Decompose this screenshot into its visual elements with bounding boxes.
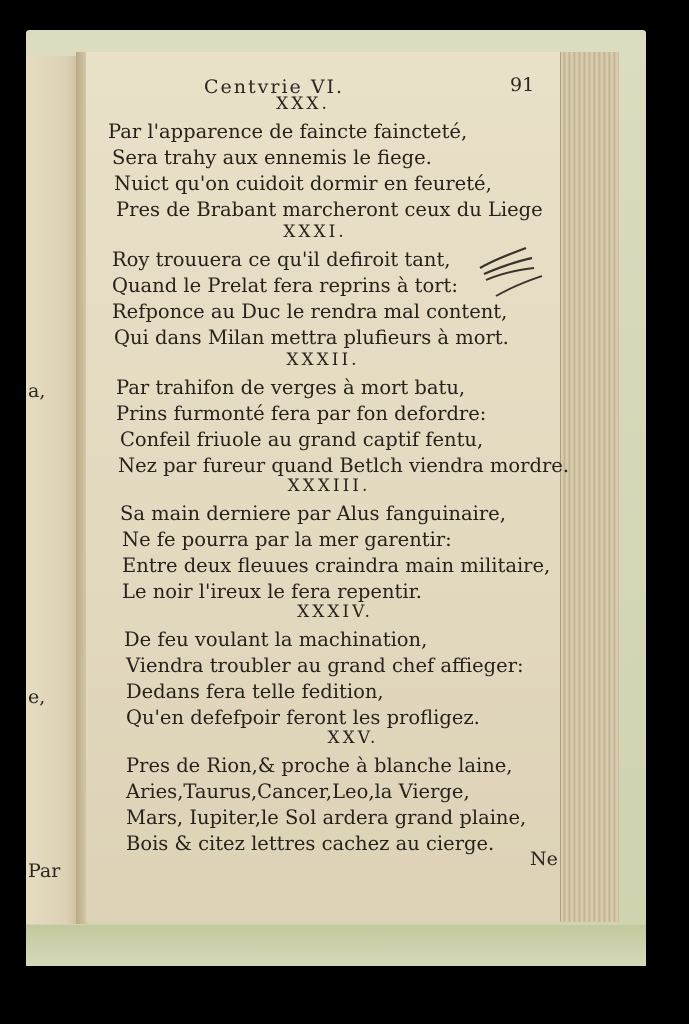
verse-line: Aries,Taurus,Cancer,Leo,la Vierge,: [126, 780, 470, 803]
quatrain-numeral: XXXIII.: [287, 476, 371, 496]
left-page-fragment: Par: [28, 860, 61, 882]
quatrain-numeral: XXXII.: [286, 350, 360, 370]
left-page: [26, 56, 83, 924]
quatrain-numeral: XXXI.: [283, 222, 347, 242]
handwritten-pen-mark: [474, 240, 546, 300]
left-page-fragment: a,: [28, 380, 46, 402]
verse-line: Roy trouuera ce qu'il defiroit tant,: [112, 248, 451, 271]
verse-line: Mars, Iupiter,le Sol ardera grand plaine,: [126, 806, 527, 829]
page-edges: [560, 52, 619, 922]
verse-line: Ne fe pourra par la mer garentir:: [122, 528, 452, 551]
catchword: Ne: [530, 848, 558, 870]
verse-line: Viendra troubler au grand chef affieger:: [126, 654, 524, 677]
verse-line: Prins furmonté fera par fon defordre:: [116, 402, 487, 425]
quatrain-numeral: XXXIV.: [297, 602, 373, 622]
binding-fold: [26, 925, 646, 966]
verse-line: Entre deux fleuues craindra main militaire,: [122, 554, 551, 577]
quatrain-numeral: XXV.: [327, 728, 379, 748]
verse-line: Confeil friuole au grand captif fentu,: [120, 428, 484, 451]
verse-line: Quand le Prelat fera reprins à tort:: [112, 274, 458, 297]
verse-line: Sera trahy aux ennemis le fiege.: [112, 146, 432, 169]
verse-line: Refponce au Duc le rendra mal content,: [112, 300, 508, 323]
verse-line: Dedans fera telle fedition,: [126, 680, 384, 703]
verse-line: Qui dans Milan mettra plufieurs à mort.: [114, 326, 509, 349]
verse-line: Sa main derniere par Alus fanguinaire,: [120, 502, 506, 525]
verse-line: Nez par fureur quand Betlch viendra mordre.: [118, 454, 570, 477]
page-number: 91: [510, 74, 535, 96]
verse-line: Bois & citez lettres cachez au cierge.: [126, 832, 495, 855]
verse-line: Le noir l'ireux le fera repentir.: [122, 580, 422, 603]
verse-line: De feu voulant la machination,: [124, 628, 428, 651]
quatrain-numeral: XXX.: [276, 94, 330, 114]
verse-line: Pres de Rion,& proche à blanche laine,: [126, 754, 513, 777]
verse-line: Par l'apparence de faincte faincteté,: [108, 120, 468, 143]
left-page-fragment: e,: [28, 686, 46, 708]
verse-line: Par trahifon de verges à mort batu,: [116, 376, 466, 399]
verse-line: Nuict qu'on cuidoit dormir en feureté,: [114, 172, 492, 195]
verse-line: Qu'en defefpoir feront les profligez.: [126, 706, 480, 729]
verse-line: Pres de Brabant marcheront ceux du Liege: [116, 198, 543, 221]
running-title: Centvrie VI.: [204, 76, 345, 98]
